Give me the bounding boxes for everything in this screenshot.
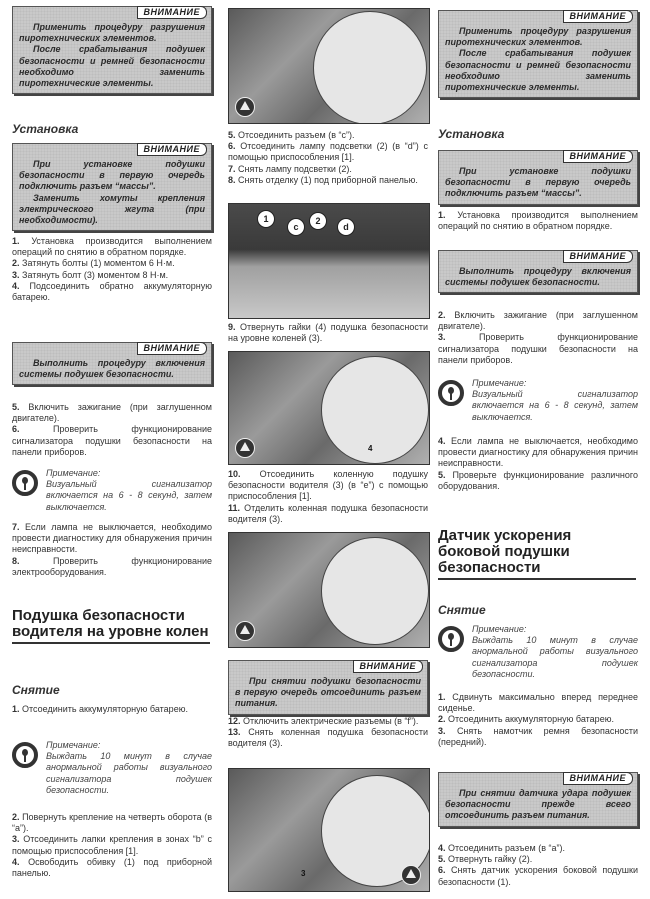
steps-list (438, 310, 638, 366)
step: 10. Отсоединить коленную подушку безопасности водителя (3) (в “e”) с помощью приспособления [1]. (228, 469, 428, 502)
warning-box (12, 143, 212, 231)
step: 2. Затянуть болты (1) моментом 6 Н·м. (12, 258, 175, 269)
section-title: Подушка безопасности водителя на уровне колен (12, 608, 210, 644)
note (438, 378, 638, 423)
steps-list (438, 436, 638, 492)
step: 3. Отсоединить лапки крепления в зонах “b” с помощью приспособления [1]. (12, 834, 212, 856)
warning-label: ВНИМАНИЕ (563, 250, 633, 263)
step: 6. Отсоединить лампу подсветки (2) (в “d”) с помощью приспособления [1]. (228, 141, 428, 163)
warning-box (438, 150, 638, 205)
photo-knee-airbag-nuts (228, 351, 430, 465)
warning-text: При установке подушки безопасности в первую очередь подключить разъем “массы”. (445, 166, 631, 199)
warning-text: Выполнить процедуру включения системы подушек безопасности. (445, 266, 631, 288)
warning-box (228, 660, 428, 715)
steps-list (12, 812, 212, 879)
step: 7. Если лампа не выключается, необходимо провести диагностику для обнаружения причин неисправности. (12, 522, 212, 555)
step: 5. Отсоединить разъем (в “c”). (228, 130, 355, 140)
step: 7. Снять лампу подсветки (2). (228, 163, 352, 174)
note-title: Примечание: (46, 468, 101, 478)
step: 1. Сдвинуть максимально вперед переднее сиденье. (438, 692, 638, 714)
steps-list (228, 130, 428, 186)
step: 3. Затянуть болт (3) моментом 8 Н·м. (12, 269, 169, 280)
callout-2: 2 (309, 212, 327, 230)
photo-knee-airbag-removal (228, 768, 430, 892)
steps-list (438, 210, 638, 232)
steps-list (228, 716, 428, 750)
steps-list (12, 402, 212, 458)
photo-trim-panel (228, 8, 430, 124)
warning-box (438, 10, 638, 98)
step: 1. Установка производится выполнением операций по снятию в обратном порядке. (12, 236, 212, 258)
warning-box (12, 6, 212, 94)
step: 5. Отвернуть гайку (2). (438, 854, 533, 865)
step: 11. Отделить коленная подушка безопасности водителя (3). (228, 502, 428, 524)
warning-text: Применить процедуру разрушения пиротехнических элементов. (19, 22, 205, 44)
callout-3: 3 (301, 869, 306, 878)
steps-list (12, 522, 212, 578)
step: 3. Проверить функционирование сигнализатора подушки безопасности на панели приборов. (438, 332, 638, 365)
lightbulb-icon (12, 742, 38, 768)
step: 9. Отвернуть гайки (4) подушка безопасности на уровне коленей (3). (228, 322, 428, 344)
warning-label: ВНИМАНИЕ (563, 10, 633, 23)
callout-c: c (287, 218, 305, 236)
subheading-removal: Снятие (12, 683, 60, 697)
step: 8. Проверить функционирование электрооборудования. (12, 555, 212, 577)
step: 1. Установка производится выполнением операций по снятию в обратном порядке. (438, 210, 638, 232)
section-title: Датчик ускорения боковой подушки безопасности (438, 528, 636, 580)
logo-icon (235, 621, 255, 641)
logo-icon (235, 438, 255, 458)
lightbulb-icon (438, 380, 464, 406)
warning-text: Выполнить процедуру включения системы подушек безопасности. (19, 358, 205, 380)
callout-1: 1 (257, 210, 275, 228)
note-title: Примечание: (472, 378, 527, 388)
subheading-installation: Установка (12, 122, 79, 136)
step: 13. Снять коленная подушка безопасности водителя (3). (228, 727, 428, 749)
step: 4. Освободить обивку (1) под приборной панелью. (12, 856, 212, 879)
warning-text: После срабатывания подушек безопасности и ремней безопасности необходимо заменить пиротехнические элементы. (19, 44, 205, 89)
steps-list (438, 843, 638, 888)
lightbulb-icon (12, 470, 38, 496)
warning-label: ВНИМАНИЕ (137, 6, 207, 19)
step: 4. Отсоединить разъем (в “a”). (438, 843, 565, 853)
note (12, 740, 212, 796)
warning-text: Заменить хомуты крепления электрического жгута (при необходимости). (19, 192, 205, 226)
note-text: Выждать 10 минут в случае анормальной работы визуального сигнализатора подушек безопасности. (46, 751, 212, 795)
steps-list (438, 692, 638, 748)
step: 12. Отключить электрические разъемы (в “f”). (228, 716, 419, 726)
photo-pedals (228, 203, 430, 319)
note-text: Выждать 10 минут в случае анормальной работы визуального сигнализатора подушек безопасности. (472, 635, 638, 679)
callout-4: 4 (368, 444, 373, 453)
step: 2. Включить зажигание (при заглушенном двигателе). (438, 310, 638, 332)
warning-text: При снятии датчика удара подушек безопасности прежде всего отсоединить разъем питания. (445, 788, 631, 821)
lightbulb-icon (438, 626, 464, 652)
warning-label: ВНИМАНИЕ (563, 150, 633, 163)
note (12, 468, 212, 513)
photo-knee-airbag (228, 532, 430, 648)
note-title: Примечание: (46, 740, 101, 750)
warning-text: Применить процедуру разрушения пиротехнических элементов. (445, 26, 631, 48)
steps-list (228, 322, 428, 344)
note-title: Примечание: (472, 624, 527, 634)
step: 5. Включить зажигание (при заглушенном двигателе). (12, 402, 212, 424)
logo-icon (401, 865, 421, 885)
step: 4. Если лампа не выключается, необходимо провести диагностику для обнаружения причин неисправности. (438, 436, 638, 469)
callout-d: d (337, 218, 355, 236)
step: 8. Снять отделку (1) под приборной панелью. (228, 174, 418, 185)
subheading-removal: Снятие (438, 603, 486, 617)
logo-icon (235, 97, 255, 117)
step: 4. Подсоединить обратно аккумуляторную батарею. (12, 280, 212, 303)
warning-text: После срабатывания подушек безопасности и ремней безопасности необходимо заменить пиротехнические элементы. (445, 48, 631, 93)
warning-box (12, 342, 212, 385)
warning-text: При снятии подушки безопасности в первую очередь отсоединить разъем питания. (235, 676, 421, 709)
steps-list (228, 469, 428, 525)
warning-label: ВНИМАНИЕ (353, 660, 423, 673)
step: 1. Отсоединить аккумуляторную батарею. (12, 704, 188, 714)
warning-label: ВНИМАНИЕ (137, 143, 207, 156)
note-text: Визуальный сигнализатор включается на 6 - 8 секунд, затем выключается. (472, 389, 638, 422)
warning-label: ВНИМАНИЕ (137, 342, 207, 355)
warning-box (438, 772, 638, 827)
step: 6. Проверить функционирование сигнализатора подушки безопасности на панели приборов. (12, 424, 212, 457)
note-text: Визуальный сигнализатор включается на 6 - 8 секунд, затем выключается. (46, 479, 212, 512)
step: 6. Снять датчик ускорения боковой подушки безопасности (1). (438, 865, 638, 887)
warning-text: При установке подушки безопасности в первую очередь подключить разъем “массы”. (19, 159, 205, 192)
warning-label: ВНИМАНИЕ (563, 772, 633, 785)
step: 2. Повернуть крепление на четверть оборота (в “a”). (12, 812, 212, 834)
step: 3. Снять намотчик ремня безопасности (передний). (438, 725, 638, 747)
step: 5. Проверьте функционирование различного оборудования. (438, 469, 638, 491)
note (438, 624, 638, 680)
subheading-installation: Установка (438, 127, 505, 141)
steps-list (12, 704, 212, 715)
step: 2. Отсоединить аккумуляторную батарею. (438, 714, 614, 725)
warning-box (438, 250, 638, 293)
steps-list (12, 236, 212, 303)
